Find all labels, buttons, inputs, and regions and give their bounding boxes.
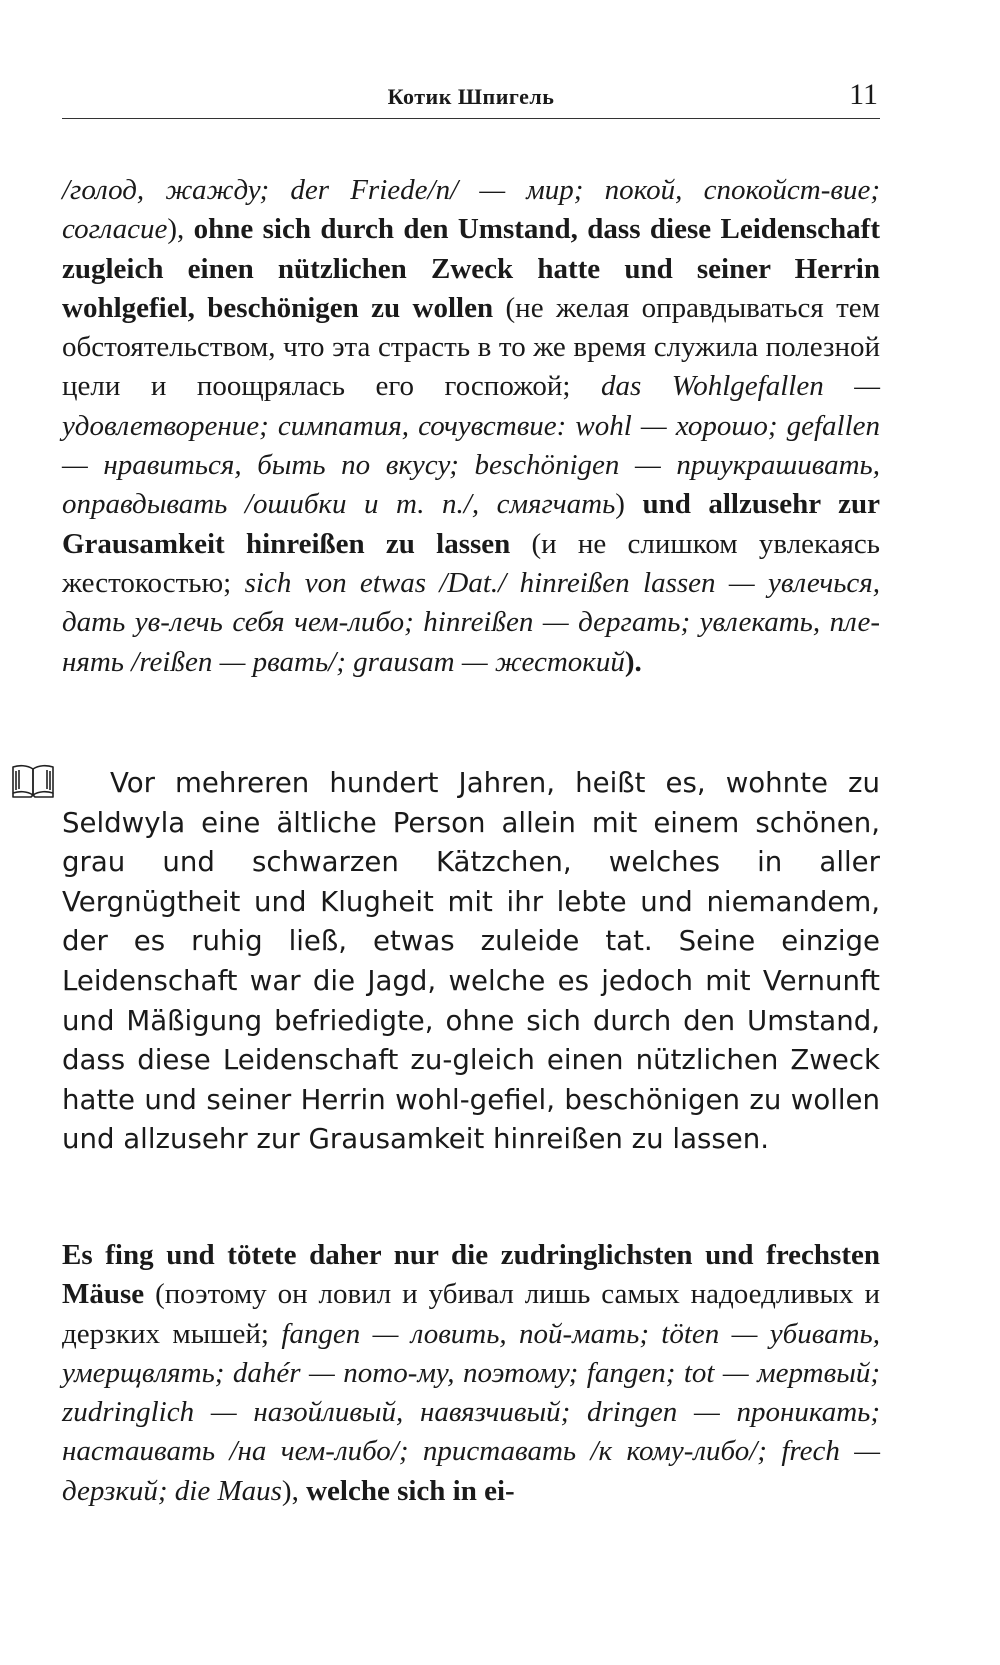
text-segment: sich von etwas /Dat./ hinreißen lassen — увлечься, дать ув-лечь себя чем-либо; hinreißen — дергать; увлекать, пле-нять /reißen — рвать/; grausam — жестокий — [62, 566, 880, 678]
annotated-paragraph-1 — [62, 171, 880, 682]
text-segment: /голод, жажду; der Friede/n/ — мир; покой, спокойст-вие; согласие — [62, 174, 880, 246]
text-segment: Es fing und tötete daher nur die zudringlichsten und frechsten Mäuse — [62, 1239, 880, 1311]
text-segment: (не желая оправдываться тем обстоятельством, что эта страсть в то же время служила полезной цели и поощрялась его госпожой; — [62, 291, 881, 403]
running-title: Котик Шпигель — [387, 84, 555, 109]
text-segment: (и не слишком увлекаясь жестокостью; — [62, 527, 880, 599]
text-segment: ), — [281, 1474, 307, 1507]
annotated-paragraph-2 — [62, 1236, 880, 1511]
text-segment: welche sich in ei- — [306, 1474, 515, 1507]
open-book-icon — [11, 763, 55, 799]
text-segment: ), — [167, 213, 194, 246]
text-segment: ohne sich durch den Umstand, dass diese Leidenschaft zugleich einen nützlichen Zweck hatte und seiner Herrin wohlgefiel, beschönigen zu wollen — [62, 213, 880, 324]
text-segment: ) — [615, 488, 643, 521]
original-text-paragraph: Vor mehreren hundert Jahren, heißt es, wohnte zu Seldwyla eine ältliche Person allein mit einem schönen, grau und schwarzen Kätzchen, welches in aller Vergnügtheit und Klugheit mit ihr lebte und niemandem, der es ruhig ließ, etwas zuleide tat. Seine einzige Leidenschaft war die Jagd, welche es jedoch mit Vernunft und Mäßigung befriedigte, ohne sich durch den Umstand, dass diese Leidenschaft zu-gleich einen nützlichen Zweck hatte und seiner Herrin wohl-gefiel, beschönigen zu wollen und allzusehr zur Grausamkeit hinreißen zu lassen. — [62, 766, 880, 1156]
page-number: 11 — [849, 78, 878, 111]
text-segment: (поэтому он ловил и убивал лишь самых надоедливых и дерзких мышей; — [62, 1278, 880, 1350]
running-header — [62, 72, 880, 119]
text-segment: das Wohlgefallen — удовлетворение; симпатия, сочувствие: wohl — хорошо; gefallen — нравиться, быть по вкусу; beschönigen — приукрашивать, оправдывать /ошибки и т. п./, смягчать — [62, 370, 881, 521]
text-segment: ). — [624, 645, 642, 678]
text-segment: fangen — ловить, пой-мать; töten — убивать, умерщвлять; dahér — пото-му, поэтому; fangen; tot — мертвый; zudringlich — назойливый, навязчивый; dringen — проникать; настаивать /на чем-либо/; приставать /к кому-либо/; frech — дерзкий; die Maus — [62, 1317, 880, 1507]
text-segment: und allzusehr zur Grausamkeit hinreißen zu lassen — [62, 488, 880, 560]
